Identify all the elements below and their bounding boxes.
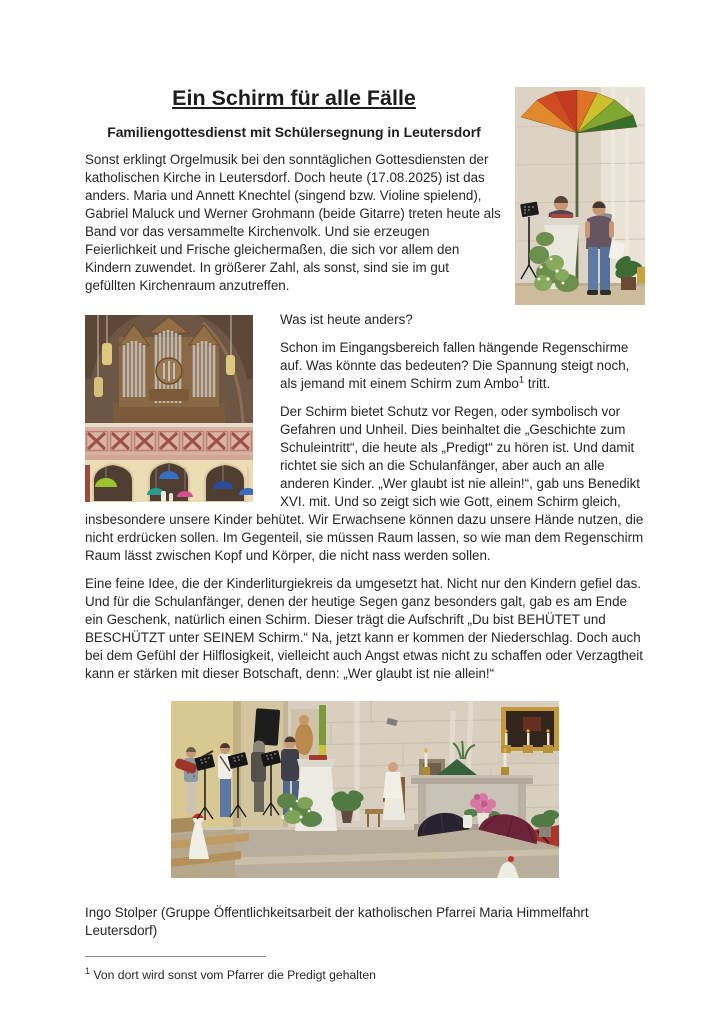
footnote-divider xyxy=(85,956,266,957)
entrance-text: Schon im Eingangsbereich fallen hängende Regenschirme auf. Was könnte das bedeuten? Die Spannung steigt noch, als jemand mit einem Schirm zum Ambo xyxy=(280,340,630,391)
paragraph-idee: Eine feine Idee, die der Kinderliturgiekreis da umgesetzt hat. Nicht nur den Kindern gefiel das. Und für die Schulanfänger, denen der heutige Segen ganz besonders galt, gab es am Ende ein Geschenk, natürlich einen Schirm. Dieser trägt die Aufschrift „Du bist BEHÜTET und BESCHÜTZT unter SEINEM Schirm.“ Na, jetzt kann er kommen der Niederschlag. Doch auch bei dem Gefühl der Hilflosigkeit, vielleicht auch Angst etwas nicht zu schaffen oder Verzagtheit kann er stärken mit dieser Botschaft, denn: „Wer glaubt ist nie allein!“ xyxy=(85,576,644,681)
footnote-reference: 1 xyxy=(518,374,525,386)
footnote xyxy=(85,962,645,984)
footnote-text: Von dort wird sonst vom Pfarrer die Predigt gehalten xyxy=(93,968,376,983)
footnote-marker: 1 xyxy=(85,966,91,976)
photo-church-band-altar xyxy=(171,701,559,878)
speaker xyxy=(254,708,280,746)
byline: Ingo Stolper (Gruppe Öffentlichkeitsarbeit der katholischen Pfarrei Maria Himmelfahrt Leutersdorf) xyxy=(85,905,589,938)
balustrade xyxy=(85,423,253,460)
paragraph-question: Was ist heute anders? xyxy=(280,312,413,327)
page-title: Ein Schirm für alle Fälle xyxy=(172,86,416,110)
paragraph-schirm: Der Schirm bietet Schutz vor Regen, oder symbolisch vor Gefahren und Unheil. Dies beinhaltet die „Geschichte zum Schuleintritt“, die heute als „Predigt“ zu hören ist. Und damit richtet sie sich an die Schulanfänger, aber auch an alle anderen Kinder. „Wer glaubt ist nie allein!“, gab uns Benedikt XVI. mit. Und so zeigt sich wie Gott, einem Schirm gleich, insbesondere unsere Kinder behütet. Wir Erwachsene können dazu unsere Hände nutzen, die nicht erdrücken sollen. Im Gegenteil, sie müssen Raum lassen, so wie man dem Regenschirm Raum lässt zwischen Kopf und Körper, die nicht nass werden sollen. xyxy=(85,404,644,563)
paragraph-intro: Sonst erklingt Orgelmusik bei den sonntäglichen Gottesdiensten der katholischen Kirche in Leutersdorf. Doch heute (17.08.2025) ist das anders. Maria und Annett Knechtel (singend bzw. Violine spielend), Gabriel Maluck und Werner Grohmann (beide Gitarre) treten heute als Band vor das versammelte Kirchenvolk. Und sie erzeugen Feierlichkeit und Frische gleichermaßen, die sich vor allem den Kindern zuwendet. In größerer Zahl, als sonst, sind sie im gut gefüllten Kirchenraum anzutreffen. xyxy=(85,152,501,293)
photo-church-band-altar-art xyxy=(171,701,559,878)
photo-organ-umbrellas-art xyxy=(85,315,253,502)
middle-section xyxy=(85,311,645,565)
intro-section xyxy=(85,86,645,295)
photo-organ-umbrellas xyxy=(85,315,253,502)
photo-ambo-rainbow-umbrella xyxy=(515,87,645,305)
altar-painting xyxy=(501,707,559,751)
entrance-text-end: tritt. xyxy=(524,376,551,391)
page-subtitle: Familiengottesdienst mit Schülersegnung in Leutersdorf xyxy=(107,124,481,140)
organ xyxy=(113,317,225,425)
photo-ambo-rainbow-umbrella-art xyxy=(515,87,645,305)
